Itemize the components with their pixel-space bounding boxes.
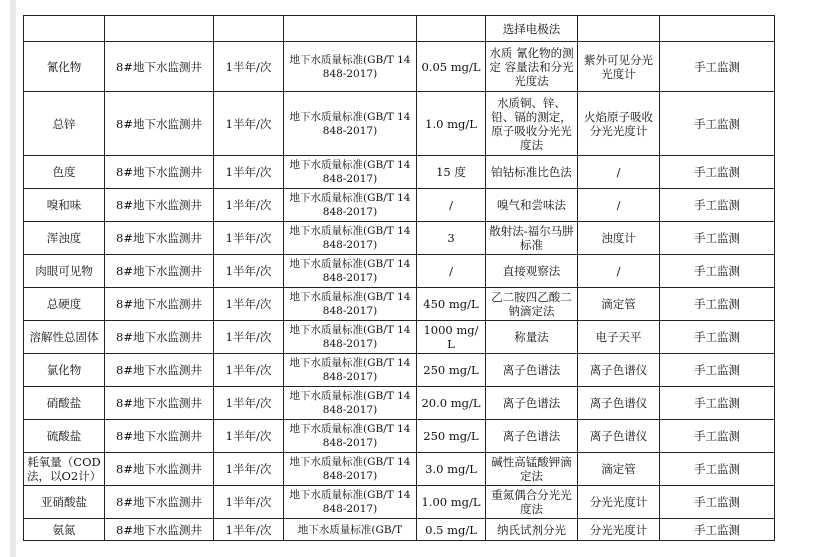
cell-frequency: 1半年/次 xyxy=(214,42,284,92)
cell-item: 氨氮 xyxy=(24,519,105,541)
cell-method: 散射法-福尔马肼标准 xyxy=(486,222,578,255)
cell-limit: 20.0 mg/L xyxy=(417,387,486,420)
cell-standard: 地下水质量标准(GB/T 14848-2017) xyxy=(284,189,417,222)
cell-instrument: 分光光度计 xyxy=(578,486,660,519)
cell-limit: 0.05 mg/L xyxy=(417,42,486,92)
cell-standard: 地下水质量标准(GB/T 14848-2017) xyxy=(284,156,417,189)
table-row xyxy=(24,420,775,453)
cell-frequency: 1半年/次 xyxy=(214,92,284,156)
cell-limit: / xyxy=(417,189,486,222)
cell-method: 碱性高锰酸钾滴定法 xyxy=(486,453,578,486)
table-row xyxy=(24,92,775,156)
cell-location: 8#地下水监测井 xyxy=(105,387,214,420)
cell-instrument: / xyxy=(578,156,660,189)
cell-item: 肉眼可见物 xyxy=(24,255,105,288)
cell-location: 8#地下水监测井 xyxy=(105,453,214,486)
cell-mode: 手工监测 xyxy=(660,288,775,321)
cell-frequency: 1半年/次 xyxy=(214,288,284,321)
cell-mode: 手工监测 xyxy=(660,156,775,189)
table-row xyxy=(24,189,775,222)
cell-mode: 手工监测 xyxy=(660,519,775,541)
cell-mode: 手工监测 xyxy=(660,453,775,486)
cell-instrument: 离子色谱仪 xyxy=(578,420,660,453)
table-row xyxy=(24,321,775,354)
page-edge-shadow xyxy=(10,0,16,557)
table-row xyxy=(24,519,775,541)
cell-item: 总锌 xyxy=(24,92,105,156)
cell-method: 纳氏试剂分光 xyxy=(486,519,578,541)
cell-standard: 地下水质量标准(GB/T xyxy=(284,519,417,541)
cell-standard xyxy=(284,16,417,42)
cell-mode: 手工监测 xyxy=(660,321,775,354)
cell-location xyxy=(105,16,214,42)
cell-location: 8#地下水监测井 xyxy=(105,519,214,541)
cell-standard: 地下水质量标准(GB/T 14848-2017) xyxy=(284,92,417,156)
cell-method: 离子色谱法 xyxy=(486,354,578,387)
cell-standard: 地下水质量标准(GB/T 14848-2017) xyxy=(284,321,417,354)
table-row xyxy=(24,453,775,486)
cell-limit: 15 度 xyxy=(417,156,486,189)
cell-item: 硫酸盐 xyxy=(24,420,105,453)
cell-mode: 手工监测 xyxy=(660,42,775,92)
cell-instrument: / xyxy=(578,189,660,222)
cell-instrument: 离子色谱仪 xyxy=(578,387,660,420)
cell-instrument: 滴定管 xyxy=(578,453,660,486)
cell-limit: 1.0 mg/L xyxy=(417,92,486,156)
cell-limit: 0.5 mg/L xyxy=(417,519,486,541)
cell-instrument: 紫外可见分光光度计 xyxy=(578,42,660,92)
cell-standard: 地下水质量标准(GB/T 14848-2017) xyxy=(284,222,417,255)
cell-item: 嗅和味 xyxy=(24,189,105,222)
cell-location: 8#地下水监测井 xyxy=(105,42,214,92)
cell-frequency: 1半年/次 xyxy=(214,420,284,453)
table-row xyxy=(24,255,775,288)
cell-frequency xyxy=(214,16,284,42)
table-row xyxy=(24,288,775,321)
cell-frequency: 1半年/次 xyxy=(214,255,284,288)
cell-location: 8#地下水监测井 xyxy=(105,486,214,519)
cell-method: 直接观察法 xyxy=(486,255,578,288)
cell-item: 浑浊度 xyxy=(24,222,105,255)
cell-limit: 250 mg/L xyxy=(417,354,486,387)
cell-instrument: 滴定管 xyxy=(578,288,660,321)
cell-limit: 3.0 mg/L xyxy=(417,453,486,486)
cell-mode: 手工监测 xyxy=(660,387,775,420)
cell-method: 水质 氰化物的测定 容量法和分光光度法 xyxy=(486,42,578,92)
cell-limit: 250 mg/L xyxy=(417,420,486,453)
cell-location: 8#地下水监测井 xyxy=(105,420,214,453)
cell-frequency: 1半年/次 xyxy=(214,453,284,486)
cell-item: 耗氧量（COD法，以O2计） xyxy=(24,453,105,486)
cell-instrument: 分光光度计 xyxy=(578,519,660,541)
cell-instrument: 浊度计 xyxy=(578,222,660,255)
cell-mode: 手工监测 xyxy=(660,420,775,453)
table-row xyxy=(24,354,775,387)
cell-method: 离子色谱法 xyxy=(486,420,578,453)
table-row xyxy=(24,156,775,189)
cell-mode: 手工监测 xyxy=(660,222,775,255)
cell-method: 乙二胺四乙酸二钠滴定法 xyxy=(486,288,578,321)
cell-item: 总硬度 xyxy=(24,288,105,321)
cell-item: 亚硝酸盐 xyxy=(24,486,105,519)
cell-standard: 地下水质量标准(GB/T 14848-2017) xyxy=(284,42,417,92)
cell-frequency: 1半年/次 xyxy=(214,486,284,519)
cell-method: 重氮偶合分光光度法 xyxy=(486,486,578,519)
cell-mode: 手工监测 xyxy=(660,486,775,519)
cell-method: 水质铜、锌、铅、镉的测定，原子吸收分光光度法 xyxy=(486,92,578,156)
cell-instrument: 火焰原子吸收分光光度计 xyxy=(578,92,660,156)
cell-method: 嗅气和尝味法 xyxy=(486,189,578,222)
cell-standard: 地下水质量标准(GB/T 14848-2017) xyxy=(284,387,417,420)
cell-mode: 手工监测 xyxy=(660,255,775,288)
cell-standard: 地下水质量标准(GB/T 14848-2017) xyxy=(284,486,417,519)
cell-frequency: 1半年/次 xyxy=(214,156,284,189)
cell-location: 8#地下水监测井 xyxy=(105,288,214,321)
table-row xyxy=(24,387,775,420)
cell-standard: 地下水质量标准(GB/T 14848-2017) xyxy=(284,453,417,486)
cell-mode: 手工监测 xyxy=(660,92,775,156)
cell-limit xyxy=(417,16,486,42)
cell-frequency: 1半年/次 xyxy=(214,189,284,222)
cell-mode: 手工监测 xyxy=(660,189,775,222)
cell-standard: 地下水质量标准(GB/T 14848-2017) xyxy=(284,420,417,453)
cell-item: 色度 xyxy=(24,156,105,189)
cell-method: 铂钴标准比色法 xyxy=(486,156,578,189)
cell-frequency: 1半年/次 xyxy=(214,222,284,255)
cell-standard: 地下水质量标准(GB/T 14848-2017) xyxy=(284,255,417,288)
cell-location: 8#地下水监测井 xyxy=(105,354,214,387)
cell-frequency: 1半年/次 xyxy=(214,519,284,541)
cell-location: 8#地下水监测井 xyxy=(105,222,214,255)
cell-item: 溶解性总固体 xyxy=(24,321,105,354)
cell-instrument xyxy=(578,16,660,42)
cell-frequency: 1半年/次 xyxy=(214,354,284,387)
cell-limit: 450 mg/L xyxy=(417,288,486,321)
table-row-partial xyxy=(24,16,775,42)
cell-location: 8#地下水监测井 xyxy=(105,255,214,288)
cell-item: 硝酸盐 xyxy=(24,387,105,420)
cell-limit: / xyxy=(417,255,486,288)
cell-limit: 1.00 mg/L xyxy=(417,486,486,519)
cell-method: 称量法 xyxy=(486,321,578,354)
monitoring-table xyxy=(23,15,775,541)
cell-location: 8#地下水监测井 xyxy=(105,92,214,156)
cell-standard: 地下水质量标准(GB/T 14848-2017) xyxy=(284,288,417,321)
cell-item: 氰化物 xyxy=(24,42,105,92)
cell-item: 氯化物 xyxy=(24,354,105,387)
cell-limit: 1000 mg/L xyxy=(417,321,486,354)
cell-frequency: 1半年/次 xyxy=(214,387,284,420)
cell-frequency: 1半年/次 xyxy=(214,321,284,354)
cell-mode xyxy=(660,16,775,42)
cell-instrument: 离子色谱仪 xyxy=(578,354,660,387)
cell-limit: 3 xyxy=(417,222,486,255)
table-row xyxy=(24,486,775,519)
cell-location: 8#地下水监测井 xyxy=(105,156,214,189)
cell-instrument: / xyxy=(578,255,660,288)
cell-location: 8#地下水监测井 xyxy=(105,321,214,354)
cell-mode: 手工监测 xyxy=(660,354,775,387)
cell-location: 8#地下水监测井 xyxy=(105,189,214,222)
cell-instrument: 电子天平 xyxy=(578,321,660,354)
table-row xyxy=(24,42,775,92)
cell-standard: 地下水质量标准(GB/T 14848-2017) xyxy=(284,354,417,387)
table-row xyxy=(24,222,775,255)
cell-item xyxy=(24,16,105,42)
cell-method: 选择电极法 xyxy=(486,16,578,42)
cell-method: 离子色谱法 xyxy=(486,387,578,420)
